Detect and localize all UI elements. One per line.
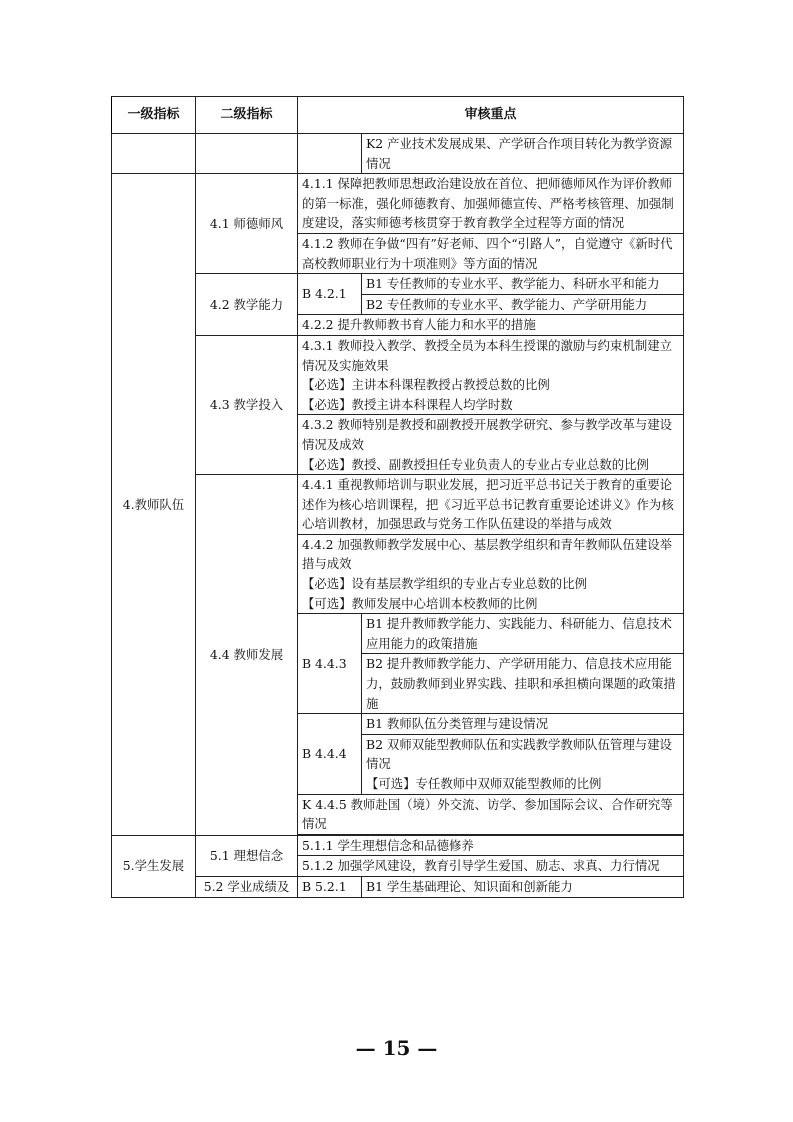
- item-4-2-1-b1: B1 专任教师的专业水平、教学能力、科研水平和能力: [362, 274, 684, 295]
- item-5-1-1: 5.1.1 学生理想信念和品德修养: [298, 835, 684, 856]
- table-row: [112, 835, 684, 856]
- item-5-2-1-b1: B1 学生基础理论、知识面和创新能力: [362, 876, 684, 897]
- item-4-3-1: [298, 335, 684, 414]
- empty-cell: [196, 134, 298, 174]
- empty-cell: [298, 134, 362, 174]
- item-4-4-3-b1: B1 提升教师教学能力、实践能力、科研能力、信息技术应用能力的政策措施: [362, 614, 684, 654]
- item-4-4-1: 4.4.1 重视教师培训与职业发展，把习近平总书记关于教育的重要论述作为核心培训课程，把《习近平总书记教育重要论述讲义》作为核心培训教材，加强思政与党务工作队伍建设的举措与成效: [298, 475, 684, 535]
- item-4-2-2: 4.2.2 提升教师教书育人能力和水平的措施: [298, 315, 684, 336]
- item-k-4-4-5: K 4.4.5 教师赴国（境）外交流、访学、参加国际会议、合作研究等情况: [298, 794, 684, 834]
- item-4-3-1-text: 4.3.1 教师投入教学、教授全员为本科生授课的激励与约束机制建立情况及实施效果: [302, 337, 673, 373]
- item-4-1-2: 4.1.2 教师在争做“四有”好老师、四个“引路人”，自觉遵守《新时代高校教师职业行为十项准则》等方面的情况: [298, 233, 684, 273]
- item-5-1-2: 5.1.2 加强学风建设，教育引导学生爱国、励志、求真、力行情况: [298, 856, 684, 877]
- level1-teachers: 4.教师队伍: [112, 174, 196, 836]
- header-review-focus: 审核重点: [298, 97, 684, 134]
- code-b-4-4-4: B 4.4.4: [298, 714, 362, 794]
- level1-students: 5.学生发展: [112, 835, 196, 897]
- table-header-row: [112, 97, 684, 134]
- code-b-5-2-1: B 5.2.1: [298, 876, 362, 897]
- header-level2: 二级指标: [196, 97, 298, 134]
- item-4-4-2: [298, 534, 684, 613]
- empty-cell: [112, 134, 196, 174]
- item-4-3-2-text: 4.3.2 教师特别是教授和副教授开展教学研究、参与教学改革与建设情况及成效: [302, 417, 673, 452]
- item-4-1-1: 4.1.1 保障把教师思想政治建设放在首位、把师德师风作为评价教师的第一标准，强化师德教育、加强师德宣传、严格考核管理、加强制度建设，落实师德考核贯穿于教育教学全过程等方面的情况: [298, 174, 684, 234]
- table-row: [112, 134, 684, 174]
- item-4-3-2: [298, 415, 684, 475]
- level2-5-2: 5.2 学业成绩及: [196, 876, 298, 897]
- item-4-4-4-b2: [362, 734, 684, 794]
- page-number: — 15 —: [355, 1036, 438, 1060]
- item-4-4-3-b2: B2 提升教师教学能力、产学研用能力、信息技术应用能力，鼓励教师到业界实践、挂职和承担横向课题的政策措施: [362, 654, 684, 714]
- level2-5-1: 5.1 理想信念: [196, 835, 298, 876]
- item-4-3-1-required-b: 【必选】教授主讲本科课程人均学时数: [302, 396, 513, 412]
- table-row: [112, 274, 684, 295]
- review-table: [111, 96, 684, 898]
- table-row: [112, 174, 684, 234]
- item-4-4-2-required: 【必选】设有基层教学组织的专业占专业总数的比例: [302, 576, 587, 592]
- level2-4-3: 4.3 教学投入: [196, 335, 298, 474]
- item-k2: K2 产业技术发展成果、产学研合作项目转化为教学资源情况: [362, 134, 684, 174]
- level2-4-2: 4.2 教学能力: [196, 274, 298, 336]
- code-b-4-2-1: B 4.2.1: [298, 274, 362, 315]
- level2-4-1: 4.1 师德师风: [196, 174, 298, 274]
- item-4-2-1-b2: B2 专任教师的专业水平、教学能力、产学研用能力: [362, 294, 684, 315]
- item-4-4-4-b1: B1 教师队伍分类管理与建设情况: [362, 714, 684, 735]
- item-4-4-4-b2-text: B2 双师双能型教师队伍和实践教学教师队伍管理与建设情况: [366, 736, 672, 772]
- item-4-4-4-b2-optional: 【可选】专任教师中双师双能型教师的比例: [366, 776, 602, 791]
- code-b-4-4-3: B 4.4.3: [298, 614, 362, 714]
- level2-4-4: 4.4 教师发展: [196, 475, 298, 836]
- table-row: [112, 335, 684, 414]
- header-level1: 一级指标: [112, 97, 196, 134]
- item-4-4-2-text: 4.4.2 加强教师教学发展中心、基层教学组织和青年教师队伍建设举措与成效: [302, 536, 673, 572]
- table-row: [112, 876, 684, 897]
- item-4-4-2-optional: 【可选】教师发展中心培训本校教师的比例: [302, 595, 538, 611]
- table-row: [112, 475, 684, 535]
- item-4-3-1-required-a: 【必选】主讲本科课程教授占教授总数的比例: [302, 377, 550, 393]
- item-4-3-2-required-a: 【必选】教授、副教授担任专业负责人的专业占专业总数的比例: [302, 456, 649, 472]
